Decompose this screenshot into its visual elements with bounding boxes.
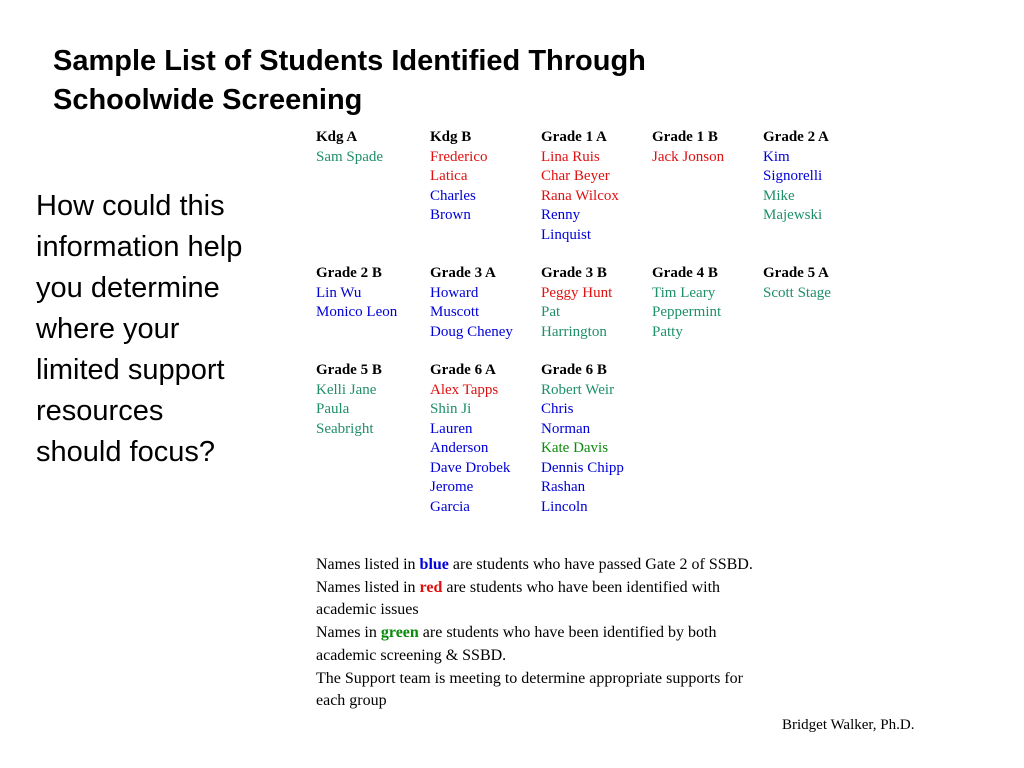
- student-name: Robert Weir: [541, 381, 615, 398]
- student-name: Signorelli: [763, 168, 823, 184]
- legend-green-continued: academic screening & SSBD.: [316, 646, 507, 664]
- question-line: How could this: [36, 190, 225, 222]
- student-name: Muscott: [430, 304, 480, 320]
- student-name: Lina Ruis: [541, 148, 600, 165]
- student-name: Linquist: [541, 226, 592, 243]
- student-name: Paula: [316, 401, 350, 417]
- student-name: Monico Leon: [316, 304, 398, 320]
- student-name: Lin Wu: [316, 284, 362, 301]
- class-group: [541, 264, 652, 342]
- student-name: Majewski: [763, 207, 823, 223]
- student-name: Renny: [541, 207, 581, 223]
- legend-keyword-green: green: [380, 624, 419, 642]
- class-group: [316, 128, 427, 167]
- student-grid: [316, 128, 876, 521]
- student-name: Peppermint: [652, 304, 722, 320]
- legend-text: are students who have passed Gate 2 of SSBD.: [448, 556, 753, 573]
- student-name: Rashan: [541, 479, 586, 495]
- class-group: [430, 361, 541, 517]
- student-name: Alex Tapps: [430, 381, 499, 398]
- student-name: Mike: [763, 187, 795, 204]
- legend-support: The Support team is meeting to determine appropriate supports for: [316, 669, 743, 687]
- question-line: you determine: [36, 272, 220, 304]
- student-name: Doug Cheney: [430, 323, 513, 340]
- student-name: Jack Jonson: [652, 148, 725, 165]
- legend-text: Names listed in: [316, 578, 420, 596]
- slide-title-line-1: Sample List of Students Identified Through: [53, 45, 646, 77]
- student-name: Char Beyer: [541, 168, 610, 184]
- legend-green: [316, 622, 876, 645]
- student-name: Sam Spade: [316, 148, 384, 165]
- student-name: Anderson: [430, 440, 489, 456]
- class-header: Grade 5 B: [316, 362, 382, 378]
- grid-row: [316, 128, 876, 264]
- legend-blue: [316, 554, 876, 577]
- reflection-question: [36, 186, 296, 473]
- student-name: Tim Leary: [652, 284, 716, 301]
- student-name: Howard: [430, 284, 479, 301]
- student-name: Kate Davis: [541, 440, 609, 456]
- student-name: Norman: [541, 420, 591, 437]
- student-name: Charles: [430, 187, 476, 204]
- class-header: Kdg A: [316, 129, 358, 145]
- class-header: Grade 6 B: [541, 362, 607, 378]
- class-group: [316, 264, 427, 323]
- class-group: [763, 264, 874, 303]
- class-group: [652, 264, 763, 342]
- class-header: Grade 1 A: [541, 129, 607, 145]
- question-line: should focus?: [36, 436, 215, 468]
- legend-support-continued: each group: [316, 692, 387, 710]
- question-line: limited support: [36, 354, 225, 386]
- student-name: Shin Ji: [430, 401, 472, 417]
- student-name: Garcia: [430, 498, 470, 515]
- student-name: Brown: [430, 207, 471, 223]
- legend-keyword-blue: blue: [419, 556, 449, 573]
- class-header: Grade 5 A: [763, 265, 829, 281]
- class-group: [430, 128, 541, 226]
- legend-red-continued: academic issues: [316, 601, 419, 619]
- class-header: Grade 4 B: [652, 265, 718, 281]
- legend-text: are students who have been identified with: [442, 578, 721, 596]
- student-name: Chris: [541, 401, 574, 417]
- student-name: Peggy Hunt: [541, 284, 613, 301]
- legend-keyword-red: red: [419, 578, 443, 596]
- slide-title: [53, 42, 813, 120]
- student-name: Rana Wilcox: [541, 187, 619, 204]
- student-name: Harrington: [541, 323, 607, 340]
- class-group: [430, 264, 541, 342]
- student-name: Scott Stage: [763, 284, 831, 301]
- student-name: Latica: [430, 168, 468, 184]
- legend-text: Names in: [316, 624, 381, 642]
- class-header: Kdg B: [430, 129, 472, 145]
- author-credit: Bridget Walker, Ph.D.: [782, 717, 915, 733]
- student-name: Seabright: [316, 420, 374, 437]
- slide-title-line-2: Schoolwide Screening: [53, 84, 363, 116]
- student-name: Dave Drobek: [430, 459, 511, 476]
- class-header: Grade 2 A: [763, 129, 829, 145]
- legend-text: Names listed in: [316, 556, 420, 573]
- class-header: Grade 1 B: [652, 129, 718, 145]
- class-group: [652, 128, 763, 167]
- class-group: [763, 128, 874, 226]
- student-name: Lauren: [430, 420, 473, 437]
- student-name: Frederico: [430, 148, 488, 165]
- class-header: Grade 2 B: [316, 265, 382, 281]
- grid-row: [316, 361, 876, 521]
- grid-row: [316, 264, 876, 361]
- class-group: [541, 128, 652, 245]
- color-legend: [316, 554, 876, 713]
- student-name: Patty: [652, 323, 683, 340]
- question-line: information help: [36, 231, 243, 263]
- student-name: Lincoln: [541, 498, 588, 515]
- question-line: where your: [36, 313, 180, 345]
- legend-text: are students who have been identified by both: [418, 624, 717, 642]
- class-header: Grade 3 A: [430, 265, 496, 281]
- student-name: Dennis Chipp: [541, 459, 624, 476]
- class-header: Grade 3 B: [541, 265, 607, 281]
- student-name: Pat: [541, 304, 561, 320]
- student-name: Kelli Jane: [316, 381, 377, 398]
- student-name: Jerome: [430, 479, 474, 495]
- class-group: [316, 361, 427, 439]
- question-line: resources: [36, 395, 164, 427]
- legend-red: [316, 577, 876, 600]
- class-group: [541, 361, 652, 517]
- student-name: Kim: [763, 148, 790, 165]
- class-header: Grade 6 A: [430, 362, 496, 378]
